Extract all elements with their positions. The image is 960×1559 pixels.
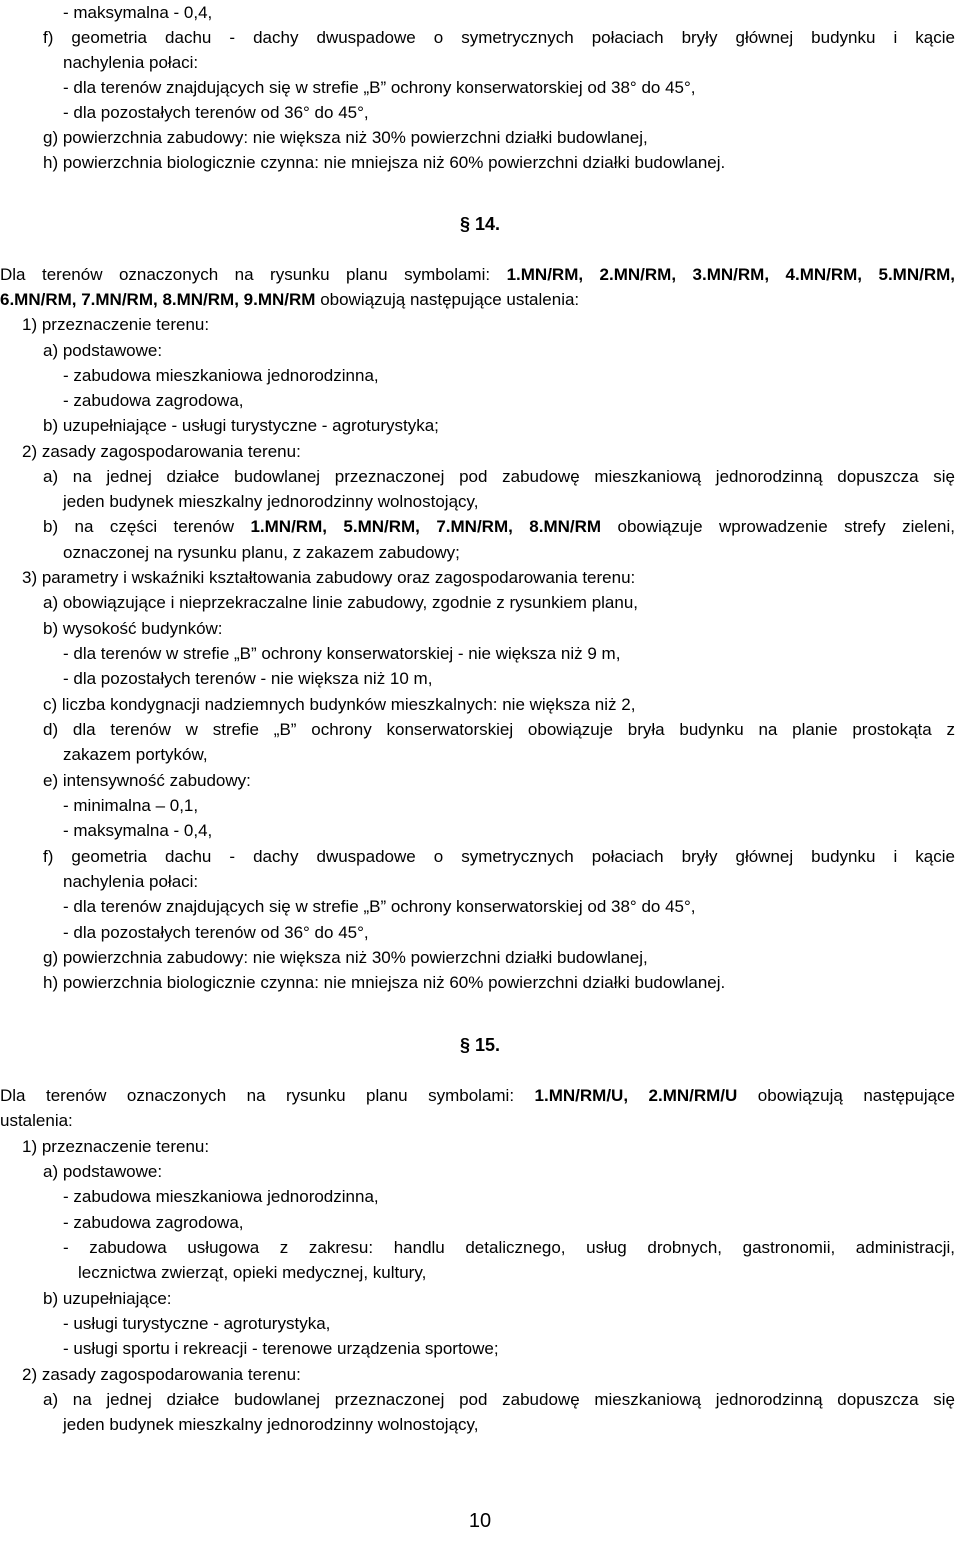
text-line: - dla pozostałych terenów od 36° do 45°, <box>63 103 369 122</box>
text-line: 1) przeznaczenie terenu: <box>22 1137 210 1156</box>
text-line: - maksymalna - 0,4, <box>63 3 213 22</box>
text-line: - zabudowa zagrodowa, <box>63 1213 244 1232</box>
text-line: nachylenia połaci: <box>63 53 199 72</box>
text-line: - usługi turystyczne - agroturystyka, <box>63 1314 331 1333</box>
text-line: - dla terenów znajdujących się w strefie „B” ochrony konserwatorskiej od 38° do 45°, <box>63 78 696 97</box>
section-heading: § 15. <box>459 1035 501 1055</box>
text-line: b) uzupełniające: <box>43 1289 172 1308</box>
section-heading: § 14. <box>459 214 501 234</box>
text-line: f) geometria dachu - dachy dwuspadowe o symetrycznych połaciach bryły głównej budynku i kącie <box>43 28 955 47</box>
text-line: g) powierzchnia zabudowy: nie większa niż 30% powierzchni działki budowlanej, <box>43 128 648 147</box>
text-line: - dla pozostałych terenów - nie większa niż 10 m, <box>63 669 433 688</box>
text-line: h) powierzchnia biologicznie czynna: nie mniejsza niż 60% powierzchni działki budowlanej. <box>43 153 726 172</box>
text-line: zakazem portyków, <box>63 745 208 764</box>
text-line: d) dla terenów w strefie „B” ochrony konserwatorskiej obowiązuje bryła budynku na planie prostokąta z <box>43 720 955 739</box>
text-line: b) wysokość budynków: <box>43 619 223 638</box>
text-line: ustalenia: <box>0 1111 73 1130</box>
text-line: h) powierzchnia biologicznie czynna: nie mniejsza niż 60% powierzchni działki budowlanej. <box>43 973 726 992</box>
text-line: lecznictwa zwierząt, opieki medycznej, kultury, <box>78 1263 427 1282</box>
text-line: - usługi sportu i rekreacji - terenowe urządzenia sportowe; <box>63 1339 499 1358</box>
text-line: g) powierzchnia zabudowy: nie większa niż 30% powierzchni działki budowlanej, <box>43 948 648 967</box>
text-line: e) intensywność zabudowy: <box>43 771 251 790</box>
text-line: - zabudowa zagrodowa, <box>63 391 244 410</box>
text-line: jeden budynek mieszkalny jednorodzinny wolnostojący, <box>63 492 479 511</box>
text-line: 3) parametry i wskaźniki kształtowania zabudowy oraz zagospodarowania terenu: <box>22 568 636 587</box>
text-line: - dla terenów w strefie „B” ochrony konserwatorskiej - nie większa niż 9 m, <box>63 644 621 663</box>
text-line: - zabudowa usługowa z zakresu: handlu detalicznego, usług drobnych, gastronomii, administracji, <box>63 1238 955 1257</box>
text-line: a) obowiązujące i nieprzekraczalne linie zabudowy, zgodnie z rysunkiem planu, <box>43 593 639 612</box>
text-line: nachylenia połaci: <box>63 872 199 891</box>
text-line: - dla terenów znajdujących się w strefie „B” ochrony konserwatorskiej od 38° do 45°, <box>63 897 696 916</box>
text-line: 6.MN/RM, 7.MN/RM, 8.MN/RM, 9.MN/RM obowiązują następujące ustalenia: <box>0 290 580 309</box>
text-line: jeden budynek mieszkalny jednorodzinny wolnostojący, <box>63 1415 479 1434</box>
text-line: oznaczonej na rysunku planu, z zakazem zabudowy; <box>63 543 460 562</box>
text-line: 2) zasady zagospodarowania terenu: <box>22 442 301 461</box>
text-line: 1) przeznaczenie terenu: <box>22 315 210 334</box>
text-line: a) na jednej działce budowlanej przeznaczonej pod zabudowę mieszkaniową jednorodzinną dopuszcza się <box>43 467 955 486</box>
text-line: - maksymalna - 0,4, <box>63 821 213 840</box>
page-number: 10 <box>468 1510 492 1532</box>
text-line: a) na jednej działce budowlanej przeznaczonej pod zabudowę mieszkaniową jednorodzinną dopuszcza się <box>43 1390 955 1409</box>
text-line: b) uzupełniające - usługi turystyczne - agroturystyka; <box>43 416 439 435</box>
text-line: 2) zasady zagospodarowania terenu: <box>22 1365 301 1384</box>
text-line: - zabudowa mieszkaniowa jednorodzinna, <box>63 1187 379 1206</box>
text-line: - zabudowa mieszkaniowa jednorodzinna, <box>63 366 379 385</box>
text-line: a) podstawowe: <box>43 341 163 360</box>
text-line: c) liczba kondygnacji nadziemnych budynków mieszkalnych: nie większa niż 2, <box>43 695 636 714</box>
text-line: b) na części terenów 1.MN/RM, 5.MN/RM, 7.MN/RM, 8.MN/RM obowiązuje wprowadzenie strefy zieleni, <box>43 517 955 536</box>
text-line: - dla pozostałych terenów od 36° do 45°, <box>63 923 369 942</box>
text-line: f) geometria dachu - dachy dwuspadowe o symetrycznych połaciach bryły głównej budynku i kącie <box>43 847 955 866</box>
text-line: Dla terenów oznaczonych na rysunku planu symbolami: 1.MN/RM, 2.MN/RM, 3.MN/RM, 4.MN/RM, 5.MN/RM, <box>0 265 955 284</box>
text-line: a) podstawowe: <box>43 1162 163 1181</box>
text-line: - minimalna – 0,1, <box>63 796 199 815</box>
text-line: Dla terenów oznaczonych na rysunku planu symbolami: 1.MN/RM/U, 2.MN/RM/U obowiązują następujące <box>0 1086 956 1105</box>
